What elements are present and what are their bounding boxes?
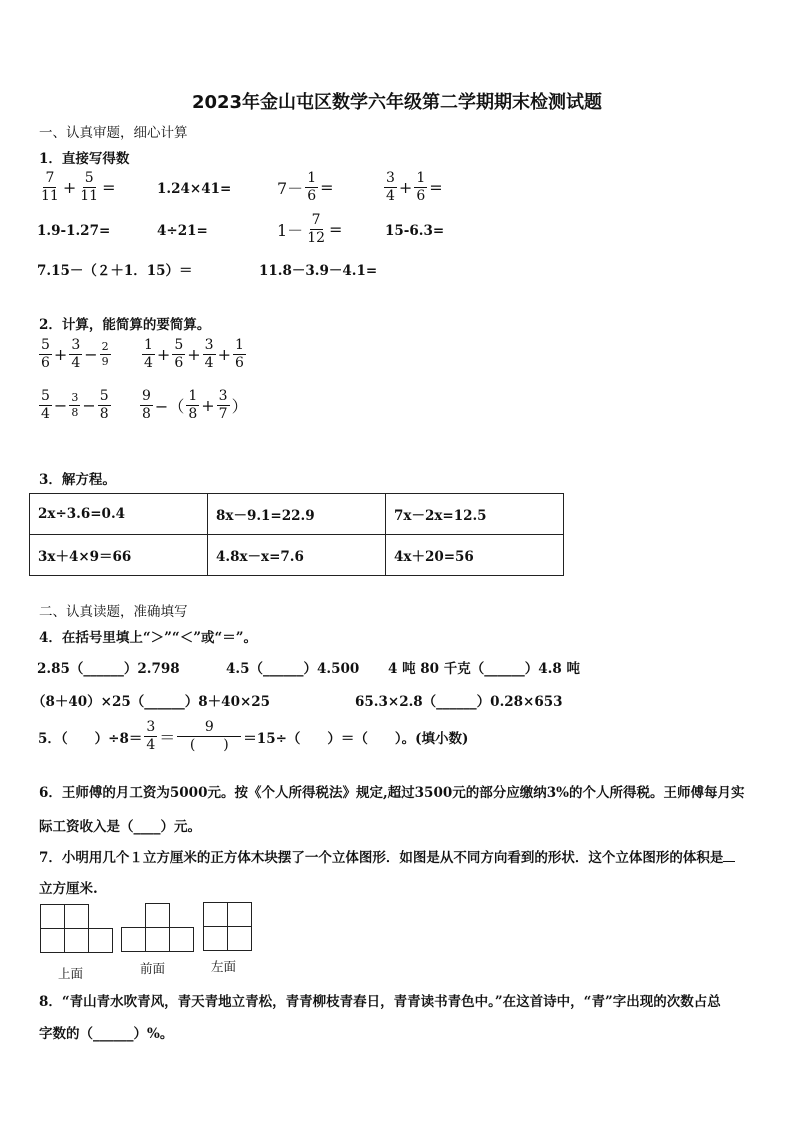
table-cell: 4x＋20=56: [386, 535, 564, 576]
top-view-figure: [40, 904, 114, 954]
q2-expr-2: $\frac{1}{4}$ + $\frac{5}{6}$ + $\frac{3}{4}$ + $\frac{1}{6}$: [144, 337, 244, 372]
q1-item-6: 4÷21=: [157, 223, 208, 239]
q1-item-7: 1－ $\frac{7}{12}$ =: [277, 212, 343, 247]
q7-line-1: 7．小明用几个１立方厘米的正方体木块摆了一个立体图形．如图是从不同方向看到的形状．这个立体图形的体积是: [39, 846, 735, 866]
q8-line-1: 8．“青山青水吹青风，青天青地立青松，青青柳枝青春日，青青读书青色中。”在这首诗中，“青”字出现的次数占总: [39, 994, 721, 1010]
q2-expr-3: $\frac{5}{4}$ − $\frac{3}{8}$ − $\frac{5}{8}$: [41, 388, 109, 423]
table-row: [30, 535, 564, 576]
top-view-label: 上面: [58, 966, 84, 981]
q4-item-1: 2.85（______）2.798: [37, 661, 180, 677]
q8-line-2: 字数的（______）%。: [39, 1026, 174, 1042]
q4-item-2: 4.5（______）4.500: [226, 661, 360, 677]
front-view-label: 前面: [140, 961, 166, 976]
q3-heading: 3．解方程。: [39, 472, 116, 488]
left-view-label: 左面: [211, 959, 237, 974]
q1-item-1: $\frac{7}{11}$ + $\frac{5}{11}$ =: [41, 170, 116, 205]
q1-item-8: 15-6.3=: [385, 223, 445, 239]
equation-table: [29, 493, 564, 576]
q1-item-9: 7.15－（２＋1．15）＝: [37, 263, 193, 279]
q1-item-4: $\frac{3}{4}$ + $\frac{1}{6}$ =: [386, 170, 443, 205]
q5-item: 5．（ ）÷8＝ $\frac{3}{4}$ ＝ $\frac{9}{( )}$ ＝15÷（ ）＝（ ）。(填小数): [38, 719, 469, 754]
q1-item-5: 1.9-1.27=: [37, 223, 111, 239]
table-cell: 2x÷3.6=0.4: [30, 494, 208, 535]
q4-heading: 4．在括号里填上“＞”“＜”或“＝”。: [39, 630, 257, 646]
q2-heading: 2．计算，能简算的要简算。: [39, 317, 211, 333]
section-heading-1: 一、认真审题，细心计算: [39, 125, 188, 141]
left-view-figure: [203, 902, 253, 952]
q4-item-3: 4 吨 80 千克（______）4.8 吨: [388, 661, 580, 677]
q7-line-2: 立方厘米.: [39, 881, 98, 897]
q2-expr-4: $\frac{9}{8}$ −（ $\frac{1}{8}$ + $\frac{3}{7}$ ）: [142, 388, 248, 423]
q1-heading: 1．直接写得数: [39, 151, 130, 167]
q1-item-3: 7－ $\frac{1}{6}$ =: [277, 170, 334, 205]
q6-line-1: 6．王师傅的月工资为5000元。按《个人所得税法》规定,超过3500元的部分应缴纳3%的个人所得税。王师傅每月实: [39, 785, 745, 801]
q4-item-4: （8＋40）×25（______）8＋40×25: [32, 694, 271, 710]
q6-line-2: 际工资收入是（____）元。: [39, 819, 201, 835]
page-title: 2023年金山屯区数学六年级第二学期期末检测试题: [191, 92, 603, 113]
q4-item-5: 65.3×2.8（______）0.28×653: [355, 694, 563, 710]
table-cell: 8x－9.1=22.9: [208, 494, 386, 535]
table-cell: 4.8x－x=7.6: [208, 535, 386, 576]
section-heading-2: 二、认真读题，准确填写: [39, 604, 188, 620]
table-cell: 7x－2x=12.5: [386, 494, 564, 535]
table-row: [30, 494, 564, 535]
table-cell: 3x＋4×9＝66: [30, 535, 208, 576]
front-view-figure: [121, 903, 195, 953]
q1-item-10: 11.8－3.9－4.1=: [259, 263, 378, 279]
q1-item-2: 1.24×41=: [157, 181, 232, 197]
q2-expr-1: $\frac{5}{6}$ + $\frac{3}{4}$ − $\frac{2}{9}$: [41, 337, 109, 372]
